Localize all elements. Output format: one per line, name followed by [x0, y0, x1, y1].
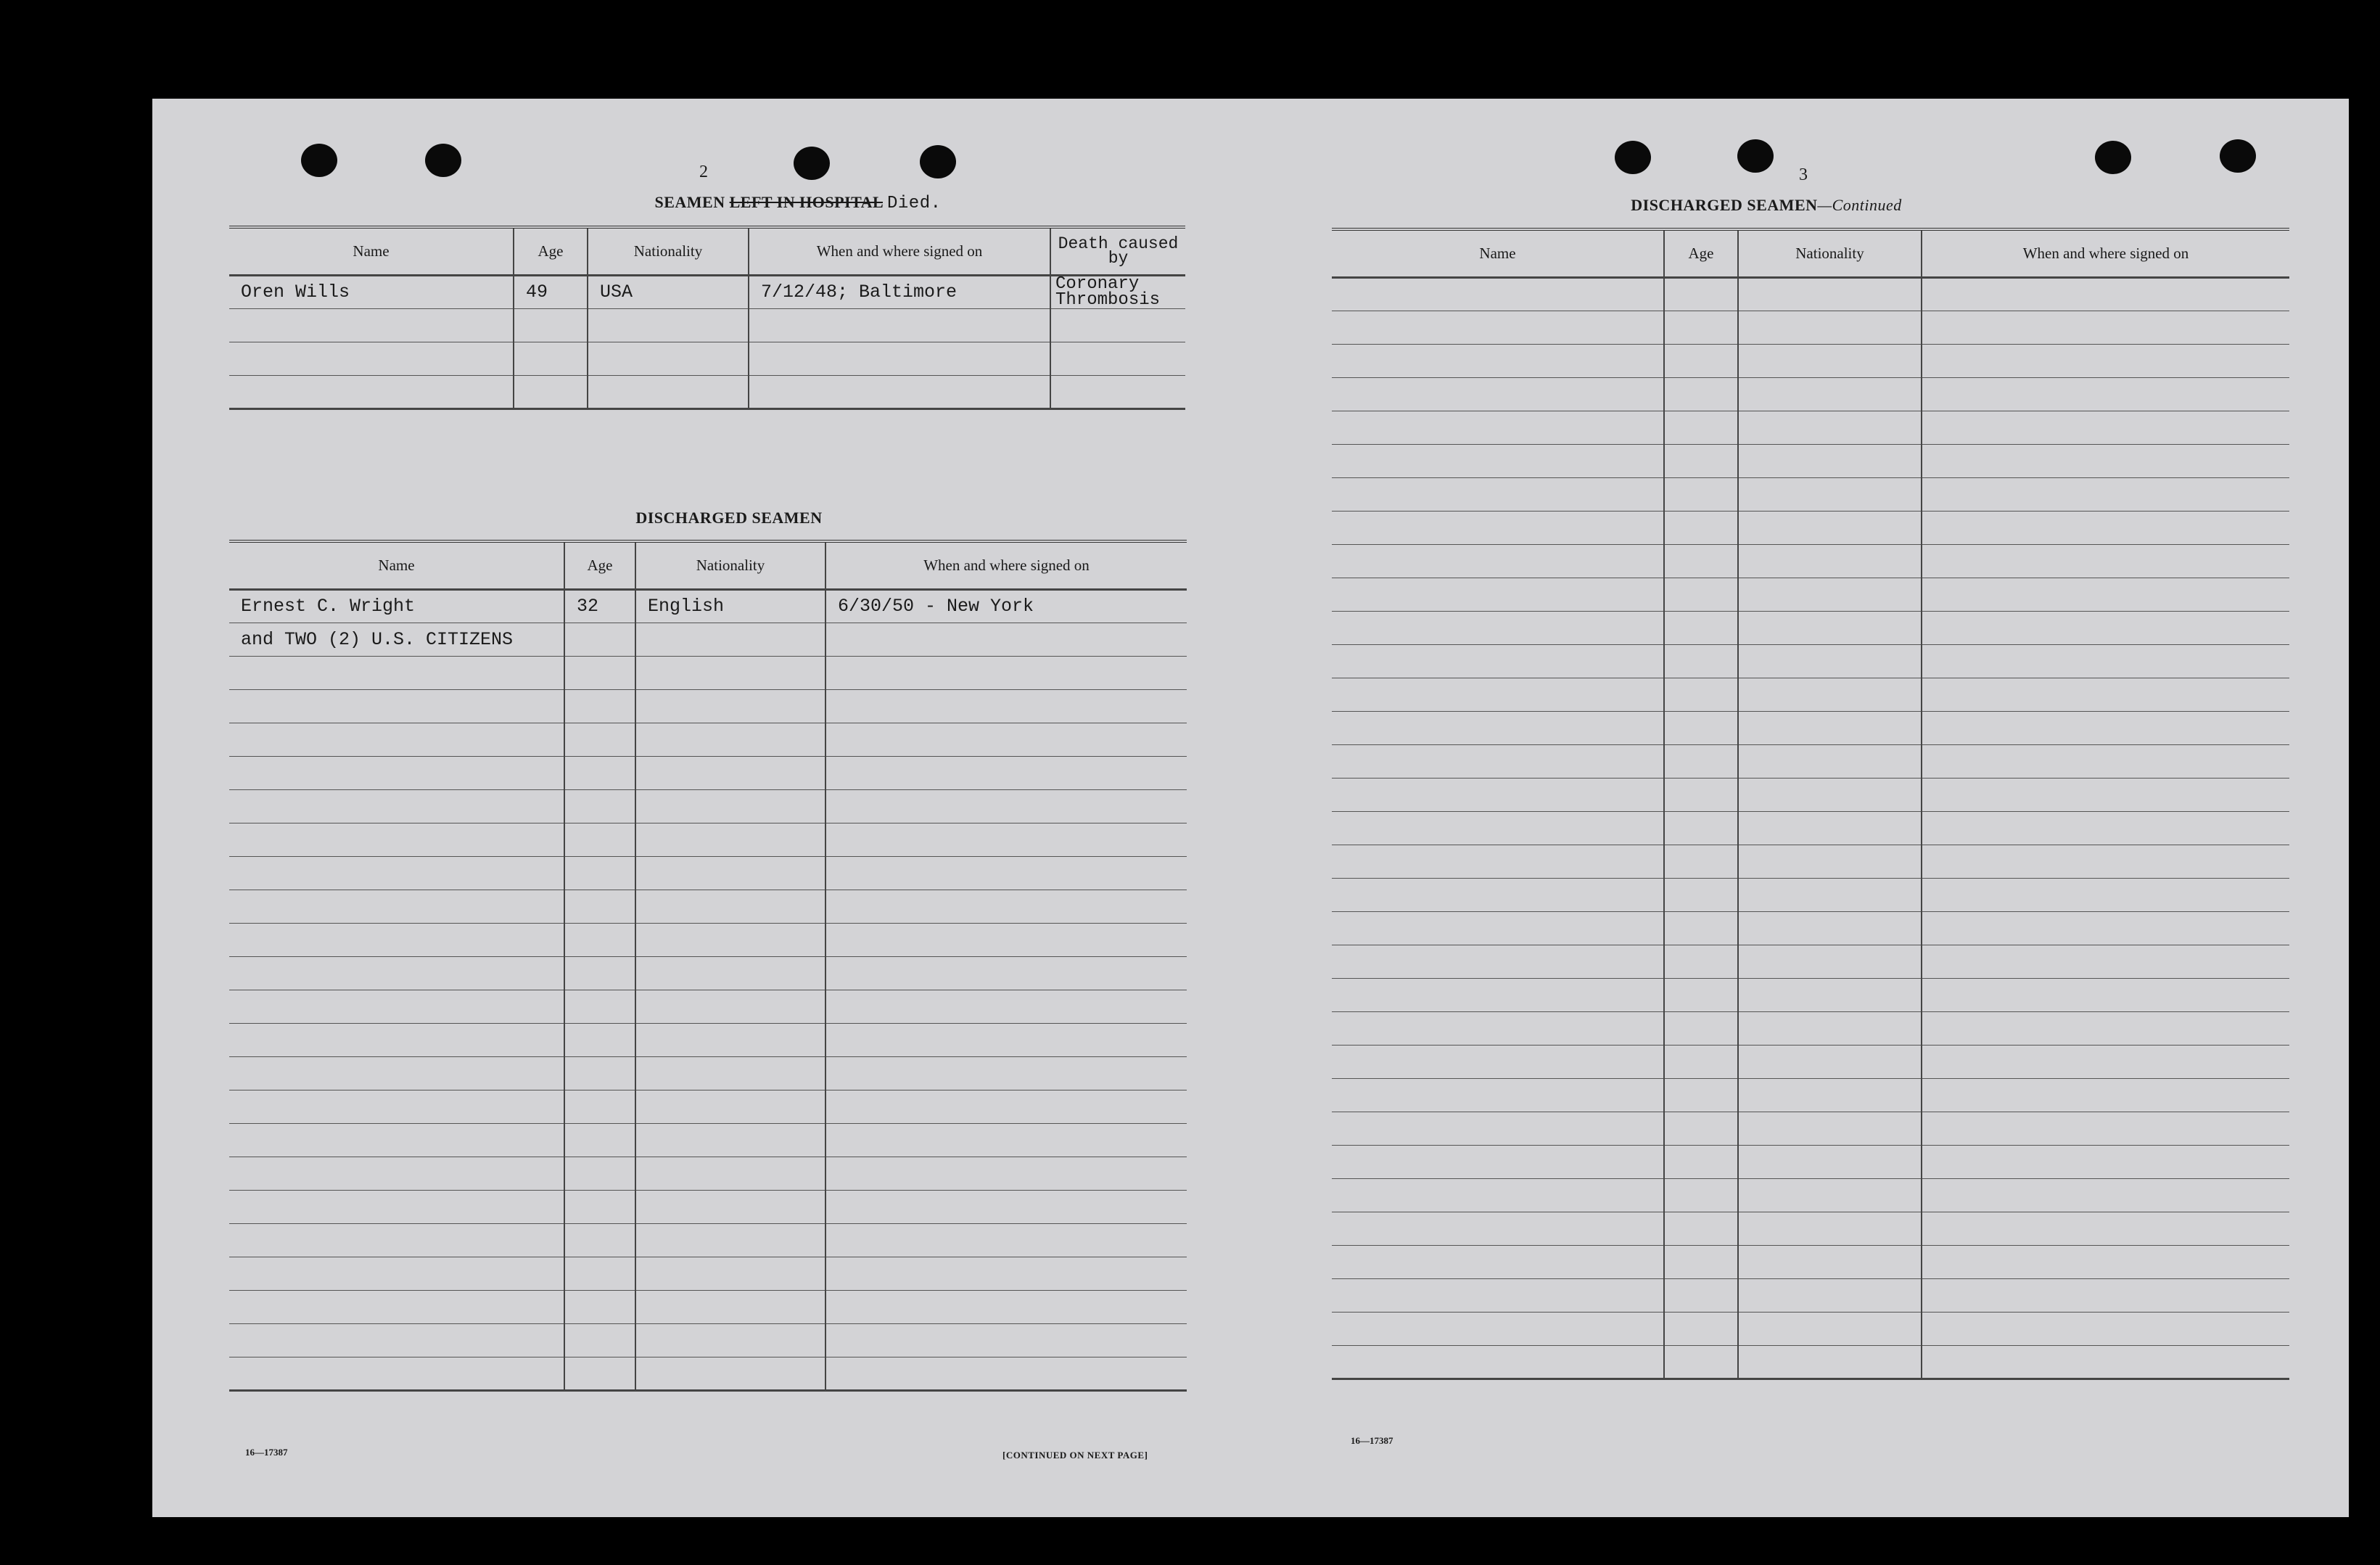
table-row [1332, 1145, 2289, 1178]
table-row [1332, 344, 2289, 377]
punch-hole [1615, 141, 1651, 174]
col-header-age: Age [1664, 229, 1738, 277]
table-row [1332, 1212, 2289, 1245]
table-header-row [229, 541, 1187, 589]
cell-nationality: USA [588, 275, 749, 308]
table-row [229, 823, 1187, 856]
continued-note: [CONTINUED ON NEXT PAGE] [1002, 1450, 1148, 1461]
discharged-seamen-title: DISCHARGED SEAMEN [635, 509, 823, 527]
title-continued: —Continued [1817, 196, 1902, 214]
table-row [229, 1223, 1187, 1257]
cell-name: Ernest C. Wright [229, 589, 564, 623]
table-row [1332, 1045, 2289, 1078]
table-row [229, 990, 1187, 1023]
table-row [229, 856, 1187, 890]
table-row [229, 1190, 1187, 1223]
table-row [1332, 744, 2289, 778]
cell-signed: 7/12/48; Baltimore [749, 275, 1050, 308]
table-row [229, 923, 1187, 956]
table-row [229, 1257, 1187, 1290]
table-row [1332, 377, 2289, 411]
col-header-name: Name [229, 227, 514, 275]
document-sheet [152, 99, 2349, 1517]
cell-nationality [635, 623, 825, 656]
form-number: 16—17387 [245, 1447, 288, 1458]
table-row [229, 275, 1185, 308]
table-row [229, 1090, 1187, 1123]
table-row [1332, 544, 2289, 578]
table-row [1332, 1245, 2289, 1278]
title-died: Died. [886, 194, 942, 213]
death-cause-line1: Death caused [1058, 234, 1179, 254]
col-header-signed: When and where signed on [1922, 229, 2289, 277]
cell-age [564, 623, 635, 656]
table-row [1332, 1312, 2289, 1345]
table-row [1332, 911, 2289, 945]
table-row [229, 689, 1187, 723]
table-row [229, 1323, 1187, 1357]
table-row [1332, 945, 2289, 978]
table-row [1332, 1345, 2289, 1379]
table-row [229, 890, 1187, 923]
punch-hole [301, 144, 337, 177]
table-row [229, 589, 1187, 623]
table-row [1332, 878, 2289, 911]
page-number: 2 [699, 163, 708, 181]
title-prefix: SEAMEN [654, 193, 725, 211]
col-header-nationality: Nationality [635, 541, 825, 589]
punch-hole [2220, 139, 2256, 173]
table-row [1332, 511, 2289, 544]
table-row [229, 1056, 1187, 1090]
cell-signed: 6/30/50 - New York [825, 589, 1187, 623]
form-number: 16—17387 [1351, 1435, 1393, 1446]
cell-nationality: English [635, 589, 825, 623]
table-row [1332, 444, 2289, 477]
table-row [229, 956, 1187, 990]
table-row [229, 1023, 1187, 1056]
table-row [1332, 477, 2289, 511]
punch-hole [425, 144, 461, 177]
cell-signed [825, 623, 1187, 656]
table-row [1332, 611, 2289, 644]
col-header-age: Age [564, 541, 635, 589]
title-struck-text: LEFT IN HOSPITAL [729, 193, 883, 211]
cell-age: 32 [564, 589, 635, 623]
table-row [1332, 778, 2289, 811]
discharged-continued-table [1332, 228, 2289, 1380]
table-row [1332, 644, 2289, 678]
table-row [1332, 845, 2289, 878]
table-row [1332, 1278, 2289, 1312]
table-row [1332, 411, 2289, 444]
col-header-age: Age [514, 227, 588, 275]
table-row [1332, 678, 2289, 711]
discharged-seamen-table [229, 540, 1187, 1392]
cell-name: and TWO (2) U.S. CITIZENS [229, 623, 564, 656]
table-row [1332, 311, 2289, 344]
punch-hole [2095, 141, 2131, 174]
table-header-row [229, 227, 1185, 275]
col-header-nationality: Nationality [588, 227, 749, 275]
table-row [229, 1123, 1187, 1157]
table-row [1332, 578, 2289, 611]
cell-age: 49 [514, 275, 588, 308]
page-number: 3 [1799, 165, 1808, 184]
table-row [1332, 1112, 2289, 1145]
col-header-death-cause [1050, 227, 1185, 275]
col-header-name: Name [229, 541, 564, 589]
title-main: DISCHARGED SEAMEN [1631, 196, 1818, 214]
table-row [1332, 277, 2289, 311]
col-header-name: Name [1332, 229, 1664, 277]
table-row [1332, 1011, 2289, 1045]
table-row [229, 308, 1185, 342]
col-header-nationality: Nationality [1738, 229, 1922, 277]
died-seamen-table [229, 226, 1185, 410]
cause-line2: Thrombosis [1055, 289, 1161, 308]
table-row [1332, 711, 2289, 744]
seamen-died-title [580, 193, 1016, 213]
table-row [229, 1357, 1187, 1390]
cell-name: Oren Wills [229, 275, 514, 308]
table-row [1332, 811, 2289, 845]
table-row [229, 623, 1187, 656]
table-row [229, 375, 1185, 408]
table-row [229, 756, 1187, 789]
col-header-signed: When and where signed on [749, 227, 1050, 275]
table-row [229, 342, 1185, 375]
table-row [1332, 1178, 2289, 1212]
col-header-signed: When and where signed on [825, 541, 1187, 589]
table-row [229, 789, 1187, 823]
table-row [229, 1290, 1187, 1323]
punch-hole [920, 145, 956, 178]
discharged-continued-title [1603, 196, 1930, 215]
cause-line1: Coronary [1055, 275, 1140, 294]
table-row [1332, 1078, 2289, 1112]
table-row [229, 723, 1187, 756]
table-header-row [1332, 229, 2289, 277]
table-row [229, 1157, 1187, 1190]
punch-hole [794, 147, 830, 180]
table-row [229, 656, 1187, 689]
cell-death-cause [1050, 275, 1185, 308]
punch-hole [1737, 139, 1774, 173]
table-row [1332, 978, 2289, 1011]
death-cause-line2: by [1108, 249, 1129, 268]
